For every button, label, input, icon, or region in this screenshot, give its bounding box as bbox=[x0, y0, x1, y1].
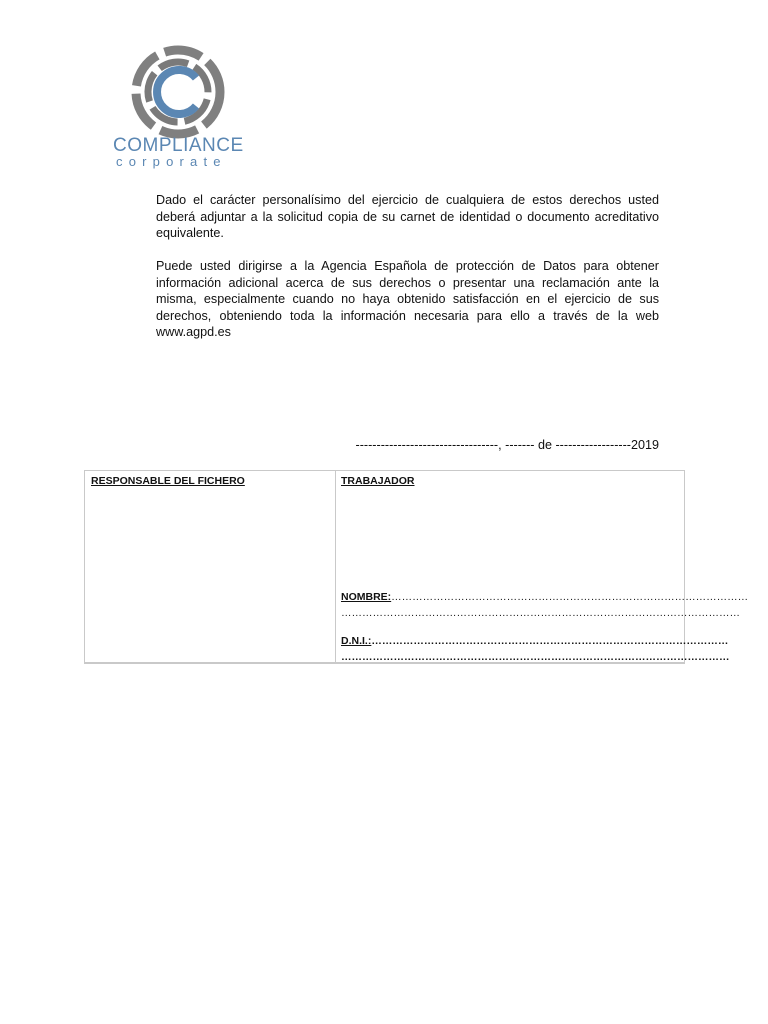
logo-brand-text: COMPLIANCE bbox=[113, 135, 244, 156]
signature-table bbox=[84, 470, 749, 664]
paragraph-agpd-info: Puede usted dirigirse a la Agencia Española de protección de Datos para obtener información adicional acerca de sus derechos o presentar una reclamación ante la misma, especialmente cuando no haya obtenido satisfacción en el ejercicio de sus derechos, obteniendo toda la información necesaria para ello a través de la web www.agpd.es bbox=[156, 259, 659, 339]
dni-dots-line bbox=[341, 651, 730, 663]
logo-subtitle-text: corporate bbox=[116, 154, 227, 169]
column-divider bbox=[335, 471, 336, 662]
paragraph-identity-document: Dado el carácter personalísimo del ejercicio de cualquiera de estos derechos usted deberá adjuntar a la solicitud copia de su carnet de identidad o documento acreditativo equivalente. bbox=[156, 193, 659, 240]
nombre-dots-line bbox=[341, 607, 740, 619]
dni-label: D.N.I.: bbox=[341, 635, 372, 647]
responsable-title: RESPONSABLE DEL FICHERO bbox=[91, 475, 245, 487]
nombre-field bbox=[341, 591, 749, 603]
nombre-dots: ………………………………………………………………………………………… bbox=[391, 591, 749, 603]
dni-field bbox=[341, 635, 729, 647]
nombre-dots-2: …………………………………………………………………………………………………… bbox=[341, 607, 740, 619]
dni-dots: ………………………………………………………………………………………… bbox=[371, 635, 729, 647]
date-line: ----------------------------------, ------- de ------------------2019 bbox=[355, 438, 659, 452]
nombre-label: NOMBRE: bbox=[341, 591, 392, 603]
dni-dots-2: ………………………………………………………………………………………………… bbox=[341, 651, 730, 663]
trabajador-title: TRABAJADOR bbox=[341, 475, 415, 487]
